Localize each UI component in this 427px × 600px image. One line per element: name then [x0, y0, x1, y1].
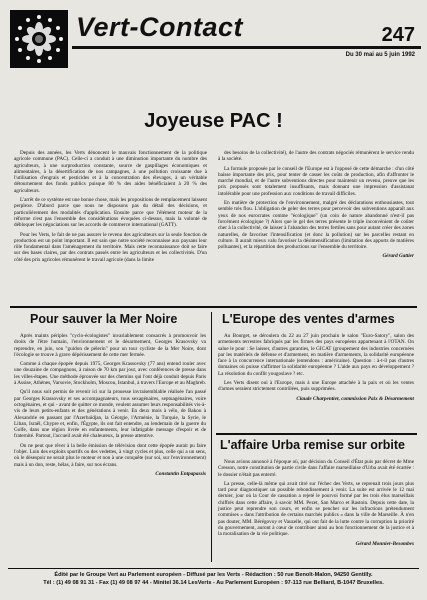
lead-article-right-column: [218, 150, 414, 263]
footer-publisher-line: Édité par le Groupe Vert au Parlement européen - Diffusé par les Verts - Rédaction : 50 rue Benoît-Malon, 94250 Gentilly.: [54, 572, 373, 578]
article-paragraph: On ne peut que rêver à la belle émission de télévision dont cette épopée aurait pu faire l'objet. Loin des exploits sportifs ou des vedettes, à vingt cycles et plus, celle qui a un sens, où le désespoir ne serait plus le moteur et non à une conquête (sur soi, sur l'environnement) mais à un don, reste, hélas, à faire, sur nos écrans.: [14, 442, 206, 468]
section-divider: [10, 306, 417, 308]
lead-headline: Joyeuse PAC !: [144, 110, 283, 132]
arms-sales-signature: Claude Charpentier, commission Paix & Désarmement: [296, 395, 414, 402]
black-sea-article: [14, 333, 206, 480]
footer: [8, 568, 419, 587]
lead-paragraph: L'arrêt de ce système est une bonne chose, mais les propositions de remplacement laissent perplexe. D'abord parce que nous ne disposons pas du détail des décisions, et particulièrement des modalités d'application. Ensuite parce que l'élément moteur de la réforme n'est pas l'ensemble des considérations évoquées ci-dessus, mais la volonté de débloquer les négociations sur les accords de commerce international (GATT).: [14, 197, 207, 229]
issue-date: Du 30 mai au 5 juin 1992: [345, 52, 415, 58]
article-paragraph: Au Bourget, se déroulera du 22 au 27 juin prochain le salon "Euro-Satory", salon des armements terrestres fabriqués par les firmes des pays européens appartenant à l'OTAN. On salue le pour : Se laisser, d'autres garanties, le GICAT (groupement des industries concernées par les matériels de défense et d'armement, en matière d'armements, la solidarité européenne face à la concurrence internationale (entendons : américaine). Question : à-t-il pas d'autres domaines où puisse s'affirmer la solidarité européenne ? L'aide aux pays en développement ? La résolution du conflit yougoslave ? etc.: [218, 333, 414, 377]
urba-headline: L'affaire Urba remise sur orbite: [220, 438, 405, 452]
lead-paragraph: La formule proposée par le conseil de l'Europe est à l'opposé de cette démarche : d'un côté baisse importante des prix, pour tenter de casser les coûts de production, afin d'affronter le marché mondial, et de l'autre subventions directes pour maintenir un revenu, preuve que les prix proposés sont totalement insuffisants, mais donnant une impression d'assistanat intolérable pour une profession aux conditions de travail difficiles.: [218, 165, 414, 197]
footer-contact-line: Tél : (1) 49 08 91 31 - Fax (1) 49 08 97 44 - Minitel 36.14 LesVerts - Au Parlement Européen : 97-113 rue Belliard, B-1047 Bruxelles.: [43, 579, 384, 586]
urba-signature: Gérard Monnier-Besombes: [355, 540, 414, 547]
arms-sales-headline: L'Europe des ventes d'armes: [222, 312, 395, 326]
lead-paragraph: Pour les Verts, le fait de ne pas assurer le revenu des agriculteurs sur la seule fonction de production est un point important. Il est sain que notre société reconnaisse aux paysans leur rôle fondamental dans l'aménagement du territoire. Mais cette reconnaissance doit se faire sur des bases claires, par des contrats passés entre les agriculteurs et les collectivités. D'un côté des prix agricoles rémunèrent le travail agricole (dans la limite: [14, 231, 207, 263]
newsletter-title: Vert-Contact: [76, 12, 244, 42]
lead-paragraph: des besoins de la collectivité), de l'autre des contrats négociés rémunèrent le service rendu à la société.: [218, 150, 414, 163]
arms-sales-article: [218, 333, 414, 405]
black-sea-headline: Pour sauver la Mer Noire: [30, 312, 178, 326]
lead-paragraph: En matière de protection de l'environnement, malgré des déclarations enthousiastes, tout semble très flou. L'obligation de geler des terres pour percevoir des subventions apparaît aux yeux de nos eurocrates comme "écologique" (un coin de nature abandonné n'est-il pas forcément écologique ?) Alors que le gel des terres présente le triple inconvénient de coûter cher à la collectivité, de laisser à l'abandon des terres fertiles sans pour autant créer des zones naturelles, de favoriser l'intensification (et donc la pollution) sur les parcelles restant en culture. Il aurait mieux valu favoriser la désintensification (limitation des apports de matières polluantes), et la répartition des productions sur l'ensemble du territoire.: [218, 200, 414, 251]
article-paragraph: Les Verts disent oui à l'Europe, mais à une Europe attachée à la paix et où les ventes d'armes seraient strictement contrôlées, puis supprimées.: [218, 380, 414, 393]
black-sea-signature: Constantin Entpapassis: [155, 470, 206, 477]
lead-article-left-column: [14, 150, 207, 266]
article-paragraph: La presse, celle-là même qui avait titré sur l'échec des Verts, se reprenait trois jours plus tard pour diagnostiquer un possible rebondissement à venir. La suite est arrivée le 12 mai dernier, jour où la Cour de cassation a rejeté le pourvoi formé par les trois élus marseillais chiffrés dans cette affaire, à savoir MM. Pezet, San Marco et Rastoin. Depuis cette date, la justice peut reprendre son cours, et enfin se pencher sur les infractions prétendument commises « dans l'attribution de certains marchés publics » dans la ville de Marseille. À n'en pas douter, MM. Bérégovoy et Vauzelle, qui ont fait de la lutte contre la corruption la priorité du gouvernement, auront à cœur de contribuer ainsi au bon fonctionnement de la justice et à la moralisation de la vie politique.: [218, 480, 414, 538]
urba-article: [218, 459, 414, 550]
masthead-rule: [72, 46, 421, 49]
lead-signature: Gérard Gattier: [382, 253, 414, 260]
issue-number: 247: [381, 24, 415, 46]
article-paragraph: Nous avions annoncé à l'époque où, par décision du Conseil d'État puis par décret de Mme Cresson, notre constitution de partie civile dans l'affaire marseillaise d'Urba avait été écartée : le dossier n'était pas enterré.: [218, 459, 414, 478]
article-paragraph: Après maints périples "cyclo-écologistes" invariablement consacrés à promouvoir les droits de l'être humain, l'environnement et le désarmement, Georges Krasovsky va reprendre, en juin, son "guidon de pèlerin" pour un tour cycliste de la Mer Noire, dont l'écologie se trouve à grave dépérissement de cette mer fermée.: [14, 333, 206, 358]
sunflower-stars-logo-icon: [10, 10, 68, 68]
article-paragraph: Comme à chaque épopée depuis 1975, Georges Krassovsky (77 ans) entend rouler avec une douzaine de compagnons, à raison de 70 km par jour, avec conférences de presse dans les villes-étapes. Une méthode éprouvée sur des chemins qui l'ont déjà conduit depuis Paris à Assise, Athènes, Varsovie, Stockholm, Moscou, Istanbul, à travers l'Europe et au Maghreb.: [14, 361, 207, 387]
masthead: [6, 8, 421, 74]
article-paragraph: Qu'il nous soit permis de revenir ici sur la prouesse invraisemblable réalisée l'an passé par Georges Krassovsky et ses accompagnateurs, tous sexagénaires, septuagénaires, voire octogénaires, et qui - avant de quitter ce monde, veulent assumer leurs responsabilités vis-à-vis de leurs petits-enfants et des générations à venir. En deux mois à vélo, de Bakou à Alexandrie en passant par l'Azerbaïdjan, la Géorgie, l'Arménie, la Turquie, la Syrie, le Liban, Israël, Chypre et, enfin, l'Égypte, ils ont fait entendre, au lendemain de la guerre du Golfe, dans une région livrée en enfantements, leur infatigable message d'espoir et de fraternité. Partout, l'accueil avait été chaleureux, la presse attentive.: [14, 389, 206, 440]
section-divider: [216, 433, 417, 435]
lead-paragraph: Depuis des années, les Verts dénoncent le mauvais fonctionnement de la politique agricole commune (PAC). Celle-ci a conduit à une diminution importante du nombre des agriculteurs, à une surproduction constante, source de gaspillages économiques et alimentaires, à la désertification de nos campagnes, à une pollution croissante due à l'utilisation d'engrais et pesticides et à la concentration des élevages, à un véritable détournement des fonds publics puisque 80 % des aides bénéficiaient à 20 % des agriculteurs.: [14, 150, 207, 194]
column-divider: [211, 312, 212, 562]
